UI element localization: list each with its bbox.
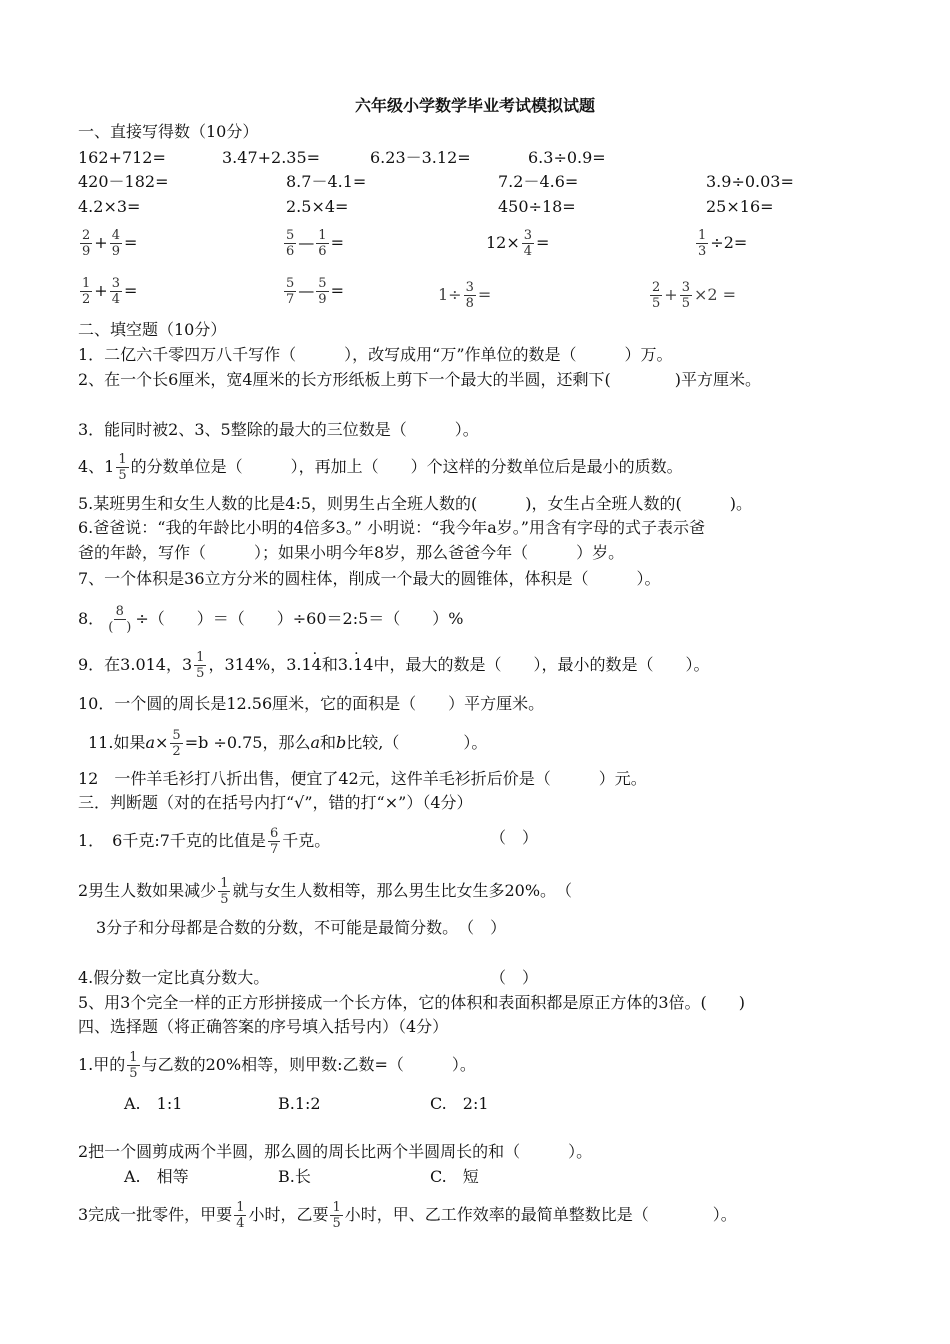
calc-item: $\frac{1}{2}$ + $\frac{3}{4}$ = — [82, 276, 138, 307]
calc-item: 25×16= — [706, 197, 774, 216]
question: 10．一个圆的周长是12.56厘米，它的面积是（ ）平方厘米。 — [78, 694, 545, 713]
answer-paren: （ ） — [490, 828, 539, 847]
question: 9．在3.014，3 $\frac{1}{5}$ ，314%，3.1· 4和3.· 14中，最大的数是（ ），最小的数是（ ）。 — [78, 650, 710, 681]
section-3-heading: 三．判断题（对的在括号内打“√”，错的打“×”）（4分） — [78, 793, 473, 812]
calc-item: 6.3÷0.9= — [528, 148, 606, 167]
question: 1.甲的 $\frac{1}{5}$ 与乙数的20%相等，则甲数:乙数=（ ）。 — [78, 1050, 476, 1081]
calc-item: 420－182= — [78, 172, 169, 191]
calc-item: 2.5×4= — [286, 197, 349, 216]
answer-paren: （ ） — [490, 968, 539, 987]
question: 2男生人数如果减少 $\frac{1}{5}$ 就与女生人数相等，那么男生比女生多20%。 （ — [78, 876, 573, 907]
question: 11.如果a× $\frac{5}{2}$ =b ÷0.75，那么a和b比较,（ ）。 — [88, 728, 488, 759]
question: 7、一个体积是36立方分米的圆柱体，削成一个最大的圆锥体，体积是（ ）。 — [78, 569, 661, 588]
calc-item: $\frac{5}{6}$ — $\frac{1}{6}$ = — [286, 228, 344, 259]
calc-item: 6.23－3.12= — [370, 148, 471, 167]
section-1-heading: 一、直接写得数（10分） — [78, 122, 259, 141]
calc-item: 3.9÷0.03= — [706, 172, 794, 191]
option: B.长 — [278, 1167, 311, 1186]
option: C. 2:1 — [430, 1094, 489, 1113]
question: 2、在一个长6厘米，宽4厘米的长方形纸板上剪下一个最大的半圆，还剩下( )平方厘米。 — [78, 370, 762, 389]
question: 12 一件羊毛衫打八折出售，便宜了42元，这件羊毛衫折后价是（ ）元。 — [78, 769, 647, 788]
option: A. 相等 — [124, 1167, 189, 1186]
question: 1． 6千克:7千克的比值是 $\frac{6}{7}$ 千克。 — [78, 826, 331, 857]
option: C. 短 — [430, 1167, 479, 1186]
question: 4、1 $\frac{1}{5}$ 的分数单位是（ ），再加上（ ）个这样的分数单位后是最小的质数。 — [78, 452, 683, 483]
calc-item: 4.2×3= — [78, 197, 141, 216]
question: 爸的年龄，写作（ ）；如果小明今年8岁，那么爸爸今年（ ）岁。 — [78, 543, 625, 562]
question: 5、用3个完全一样的正方形拼接成一个长方体，它的体积和表面积都是原正方体的3倍。( ) — [78, 993, 746, 1012]
question: 2把一个圆剪成两个半圆，那么圆的周长比两个半圆周长的和（ ）。 — [78, 1142, 593, 1161]
question: 3完成一批零件，甲要 $\frac{1}{4}$ 小时，乙要 $\frac{1}{5}$ 小时，甲、乙工作效率的最简单整数比是（ ）。 — [78, 1200, 737, 1231]
question: 3．能同时被2、3、5整除的最大的三位数是（ ）。 — [78, 420, 479, 439]
calc-item: $\frac{1}{3}$ ÷2= — [698, 228, 748, 259]
section-2-heading: 二、填空题（10分） — [78, 320, 227, 339]
option: B.1:2 — [278, 1094, 321, 1113]
calc-item: 1÷ $\frac{3}{8}$ = — [438, 280, 492, 311]
question: 8． $\frac{8}{( )}$ ÷（ ）＝（ ）÷60＝2:5＝（ ）% — [78, 604, 464, 635]
calc-item: 12× $\frac{3}{4}$ = — [486, 228, 550, 259]
calc-item: 162+712= — [78, 148, 166, 167]
calc-item: $\frac{2}{5}$ + $\frac{3}{5}$ ×2 = — [652, 280, 737, 311]
question: 1．二亿六千零四万八千写作（ ），改写成用“万”作单位的数是（ ）万。 — [78, 345, 673, 364]
calc-item: 3.47+2.35= — [222, 148, 321, 167]
page-title: 六年级小学数学毕业考试模拟试题 — [354, 96, 595, 115]
calc-item: 7.2－4.6= — [498, 172, 579, 191]
question: 6.爸爸说：“我的年龄比小明的4倍多3。” 小明说：“我今年a岁。”用含有字母的式子表示爸 — [78, 518, 705, 537]
option: A. 1:1 — [124, 1094, 183, 1113]
calc-item: $\frac{2}{9}$ + $\frac{4}{9}$ = — [82, 228, 138, 259]
calc-item: $\frac{5}{7}$ — $\frac{5}{9}$ = — [286, 276, 344, 307]
calc-item: 450÷18= — [498, 197, 576, 216]
question: 3分子和分母都是合数的分数，不可能是最简分数。 （ ） — [96, 918, 507, 937]
question: 5.某班男生和女生人数的比是4:5，则男生占全班人数的( )，女生占全班人数的( )。 — [78, 494, 752, 513]
section-4-heading: 四、选择题（将正确答案的序号填入括号内）（4分） — [78, 1017, 449, 1036]
question: 4.假分数一定比真分数大。 — [78, 968, 270, 987]
calc-item: 8.7－4.1= — [286, 172, 367, 191]
